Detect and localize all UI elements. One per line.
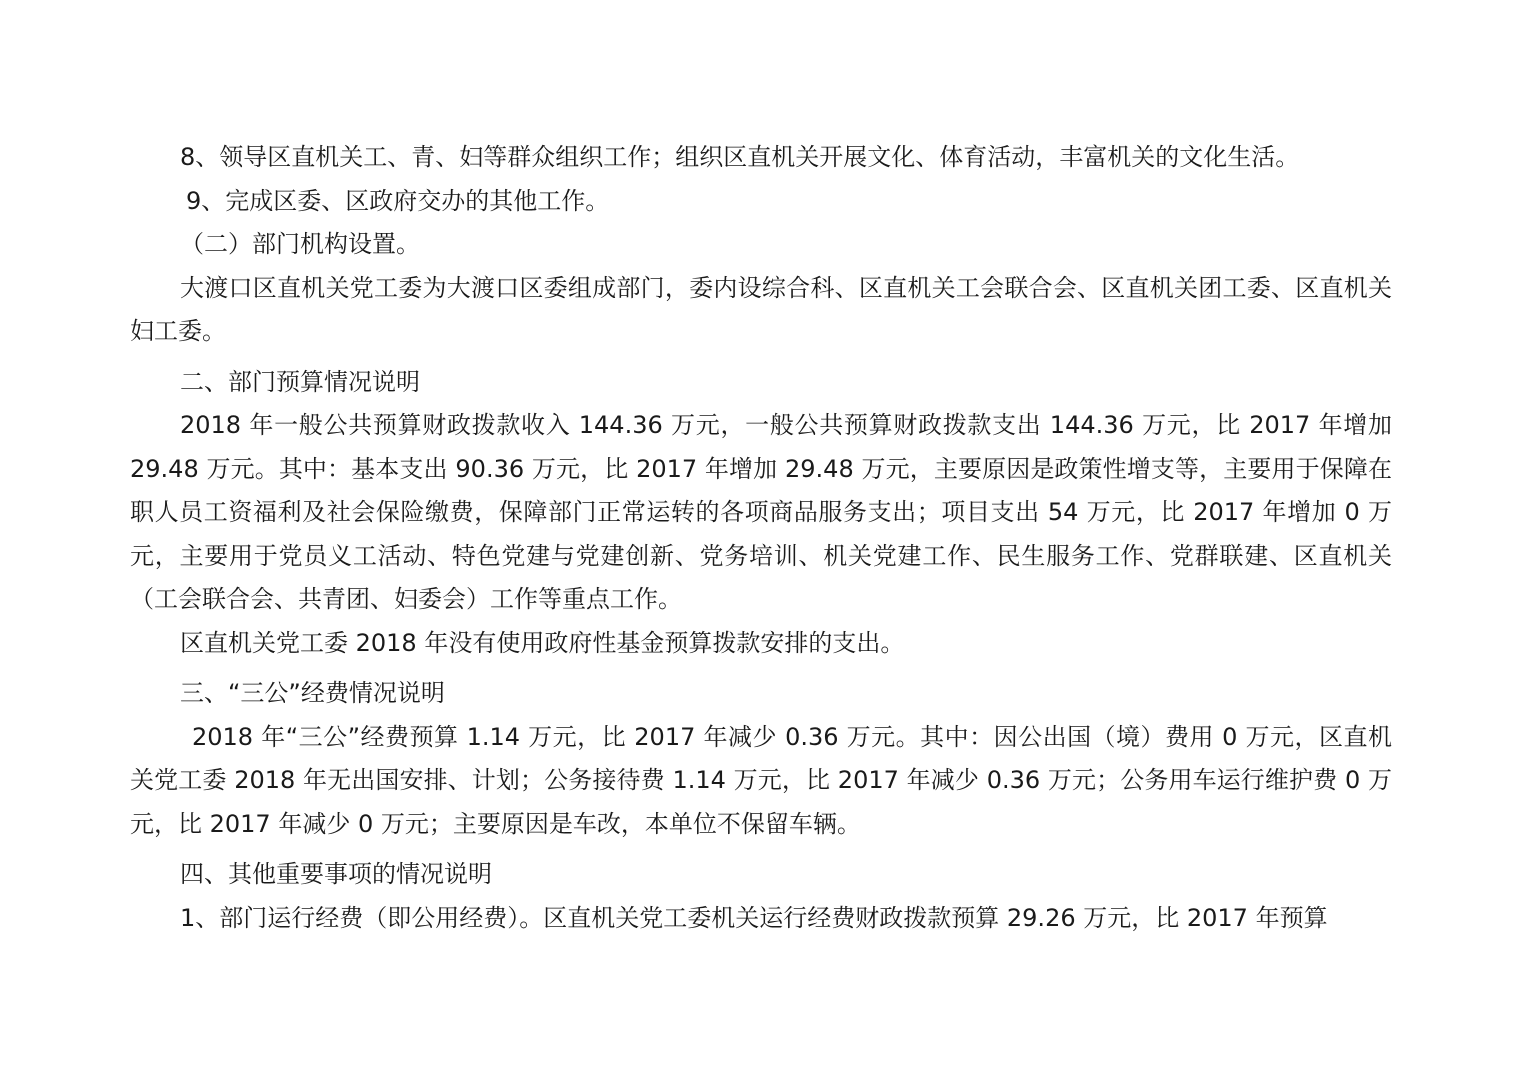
paragraph-item-8: 8、领导区直机关工、青、妇等群众组织工作；组织区直机关开展文化、体育活动，丰富机关的文化生活。 (180, 143, 1300, 171)
document-body (130, 136, 1392, 940)
paragraph-budget-details: 2018 年一般公共预算财政拨款收入 144.36 万元，一般公共预算财政拨款支出 144.36 万元，比 2017 年增加 29.48 万元。其中：基本支出 90.36 万元，比 2017 年增加 29.48 万元，主要原因是政策性增支等，主要用于保障在职人员工资福利及社会保险缴费，保障部门正常运转的各项商品服务支出；项目支出 54 万元，比 2017 年增加 0 万元，主要用于党员义工活动、特色党建与党建创新、党务培训、机关党建工作、民生服务工作、党群联建、区直机关（工会联合会、共青团、妇委会）工作等重点工作。 (130, 411, 1392, 613)
heading-three-public-expenses: 三、“三公”经费情况说明 (180, 679, 445, 707)
heading-budget-section: 二、部门预算情况说明 (180, 367, 420, 396)
paragraph-section-org-structure: （二）部门机构设置。 (180, 230, 420, 258)
paragraph-operating-expenses: 1、部门运行经费（即公用经费）。区直机关党工委机关运行经费财政拨款预算 29.26 万元，比 2017 年预算 (180, 903, 1328, 932)
paragraph-org-description: 大渡口区直机关党工委为大渡口区委组成部门，委内设综合科、区直机关工会联合会、区直机关团工委、区直机关妇工委。 (130, 273, 1392, 345)
paragraph-item-9: 9、完成区委、区政府交办的其他工作。 (186, 186, 610, 215)
paragraph-three-public-details: 2018 年“三公”经费预算 1.14 万元，比 2017 年减少 0.36 万元。其中：因公出国（境）费用 0 万元，区直机关党工委 2018 年无出国安排、计划；公务接待费 1.14 万元，比 2017 年减少 0.36 万元；公务用车运行维护费 0 万元，比 2017 年减少 0 万元；主要原因是车改，本单位不保留车辆。 (130, 722, 1392, 838)
heading-other-matters: 四、其他重要事项的情况说明 (180, 860, 492, 888)
paragraph-fund-budget: 区直机关党工委 2018 年没有使用政府性基金预算拨款安排的支出。 (180, 628, 905, 657)
